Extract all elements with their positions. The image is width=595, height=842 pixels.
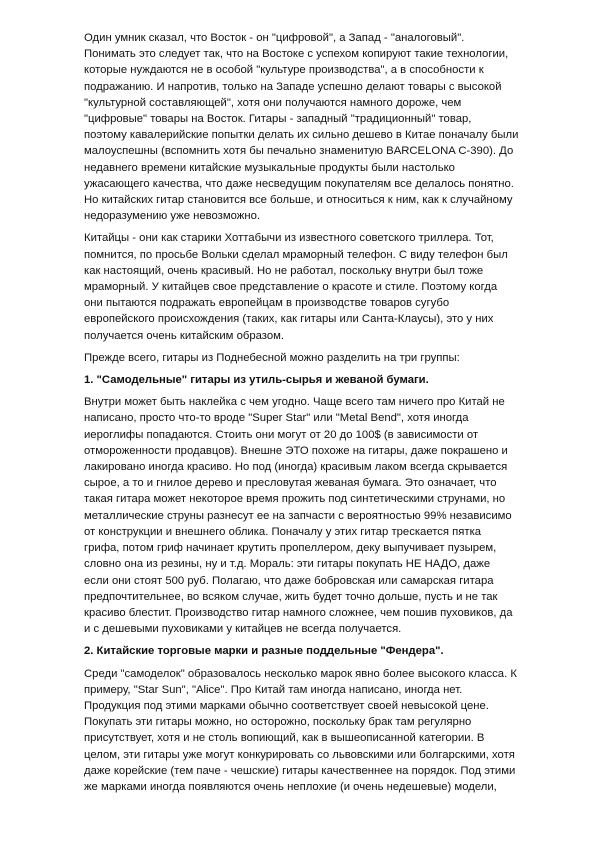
text-line: грифа, потом гриф начинает крутить пропеллером, деку выпучивает пузырем, (84, 542, 497, 555)
text-paragraph (84, 30, 564, 224)
text-line: Продукция под этими марками обычно соответствует своей невысокой цене. (84, 699, 489, 712)
text-line: недавнего времени китайские музыкальные продукты были настолько (84, 161, 455, 174)
text-line: недоразумению уже невозможно. (84, 210, 260, 223)
text-line: ужасающего качества, что даже несведущим покупателям все делалось понятно. (84, 177, 514, 190)
text-line: написано, просто что-то вроде "Super Star" или "Metal Bend", хотя иногда (84, 412, 469, 425)
section-heading (84, 372, 564, 388)
text-line: Среди "самоделок" образовалось несколько марок явно более высокого класса. К (84, 667, 517, 680)
text-line: металлические струны разнесут ее на запчасти с вероятностью 99% независимо (84, 509, 512, 522)
text-line: получается очень китайским образом. (84, 329, 285, 342)
text-line: словно она из резины, ну и т.д. Мораль: эти гитары покупать НЕ НАДО, даже (84, 558, 491, 571)
text-paragraph (84, 350, 564, 366)
text-line: 1. "Самодельные" гитары из утиль-сырья и жеваной бумаги. (84, 374, 429, 387)
text-line: Прежде всего, гитары из Поднебесной можно разделить на три группы: (84, 351, 460, 364)
text-line: они пытаются подражать европейцам в производстве товаров сугубо (84, 297, 450, 310)
text-line: подражанию. И напротив, только на Западе успешно делают товары с высокой (84, 80, 502, 93)
text-paragraph (84, 394, 564, 637)
text-line: поэтому кавалерийские попытки делать их сильно дешево в Китае поначалу были (84, 129, 519, 142)
text-line: Покупать эти гитары можно, но осторожно, поскольку брак там регулярно (84, 716, 472, 729)
text-line: и с дешевыми пуховиками у китайцев не всегда получается. (84, 623, 402, 636)
text-line: "культурной составляющей", хотя они получаются намного дороже, чем (84, 96, 462, 109)
text-line: лакировано иногда красиво. Но под (иногда) красивым лаком всегда скрывается (84, 461, 508, 474)
text-line: сырое, а то и гнилое дерево и пресловутая жеваная бумага. Это означает, что (84, 477, 497, 490)
text-line: Но китайских гитар становится все больше, и относиться к ним, как к случайному (84, 194, 513, 207)
text-line: которые нуждаются не в особой "культуре производства", а в способности к (84, 64, 484, 77)
text-line: как настоящий, очень красивый. Но не работал, поскольку внутри был тоже (84, 264, 484, 277)
text-paragraph (84, 666, 564, 796)
text-paragraph (84, 230, 564, 343)
text-line: присутствует, хотя и не столь вопиющий, как в вышеописанной категории. В (84, 732, 485, 745)
text-line: если они стоят 500 руб. Полагаю, что даже бобровская или самарская гитара (84, 574, 494, 587)
section-heading (84, 643, 564, 659)
text-line: Один умник сказал, что Восток - он "цифровой", а Запад - "аналоговый". (84, 32, 465, 44)
text-line: отмороженности продавцов). Внешне ЭТО похоже на гитары, даже покрашено и (84, 444, 508, 457)
text-line: даже корейские (тем паче - чешские) гитары качественнее на порядок. Под этими (84, 764, 516, 777)
text-line: Внутри может быть наклейка с чем угодно. Чаще всего там ничего про Китай не (84, 396, 505, 409)
text-line: иероглифы попадаются. Стоить они могут от 20 до 100$ (в зависимости от (84, 428, 479, 441)
text-line: целом, эти гитары уже могут конкурировать со львовскими или болгарскими, хотя (84, 748, 515, 761)
text-line: помнится, по просьбе Вольки сделал мраморный телефон. С виду телефон был (84, 248, 508, 261)
text-line: такая гитара может некоторое время прожить под синтетическими струнами, но (84, 493, 506, 506)
text-line: предпочтительнее, во всяком случае, жить будет точно дольше, пусть и не так (84, 590, 498, 603)
text-line: мраморный. У китайцев свое представление о красоте и стиле. Поэтому когда (84, 281, 498, 294)
text-line: Понимать это следует так, что на Востоке с успехом копируют такие технологии, (84, 48, 509, 61)
text-line: примеру, "Star Sun", "Alice". Про Китай там иногда написано, иногда нет. (84, 683, 463, 696)
text-line: малоуспешны (вспомнить хотя бы печально знаменитую BARCELONA C-390). До (84, 145, 514, 158)
text-line: от конструкции и внешнего облика. Поначалу у этих гитар трескается пятка (84, 525, 482, 538)
text-line: 2. Китайские торговые марки и разные поддельные "Фендера". (84, 645, 444, 658)
text-line: же марками иногда появляются очень неплохие (и очень недешевые) модели, (84, 780, 497, 793)
text-line: "цифровые" товары на Восток. Гитары - западный "традиционный" товар, (84, 113, 472, 126)
text-line: красиво блестит. Производство гитар намного сложнее, чем пошив пуховиков, да (84, 606, 513, 619)
document-body (84, 30, 564, 801)
text-line: Китайцы - они как старики Хоттабычи из известного советского триллера. Тот, (84, 232, 494, 245)
text-line: европейского происхождения (таких, как гитары или Санта-Клаусы), это у них (84, 313, 494, 326)
